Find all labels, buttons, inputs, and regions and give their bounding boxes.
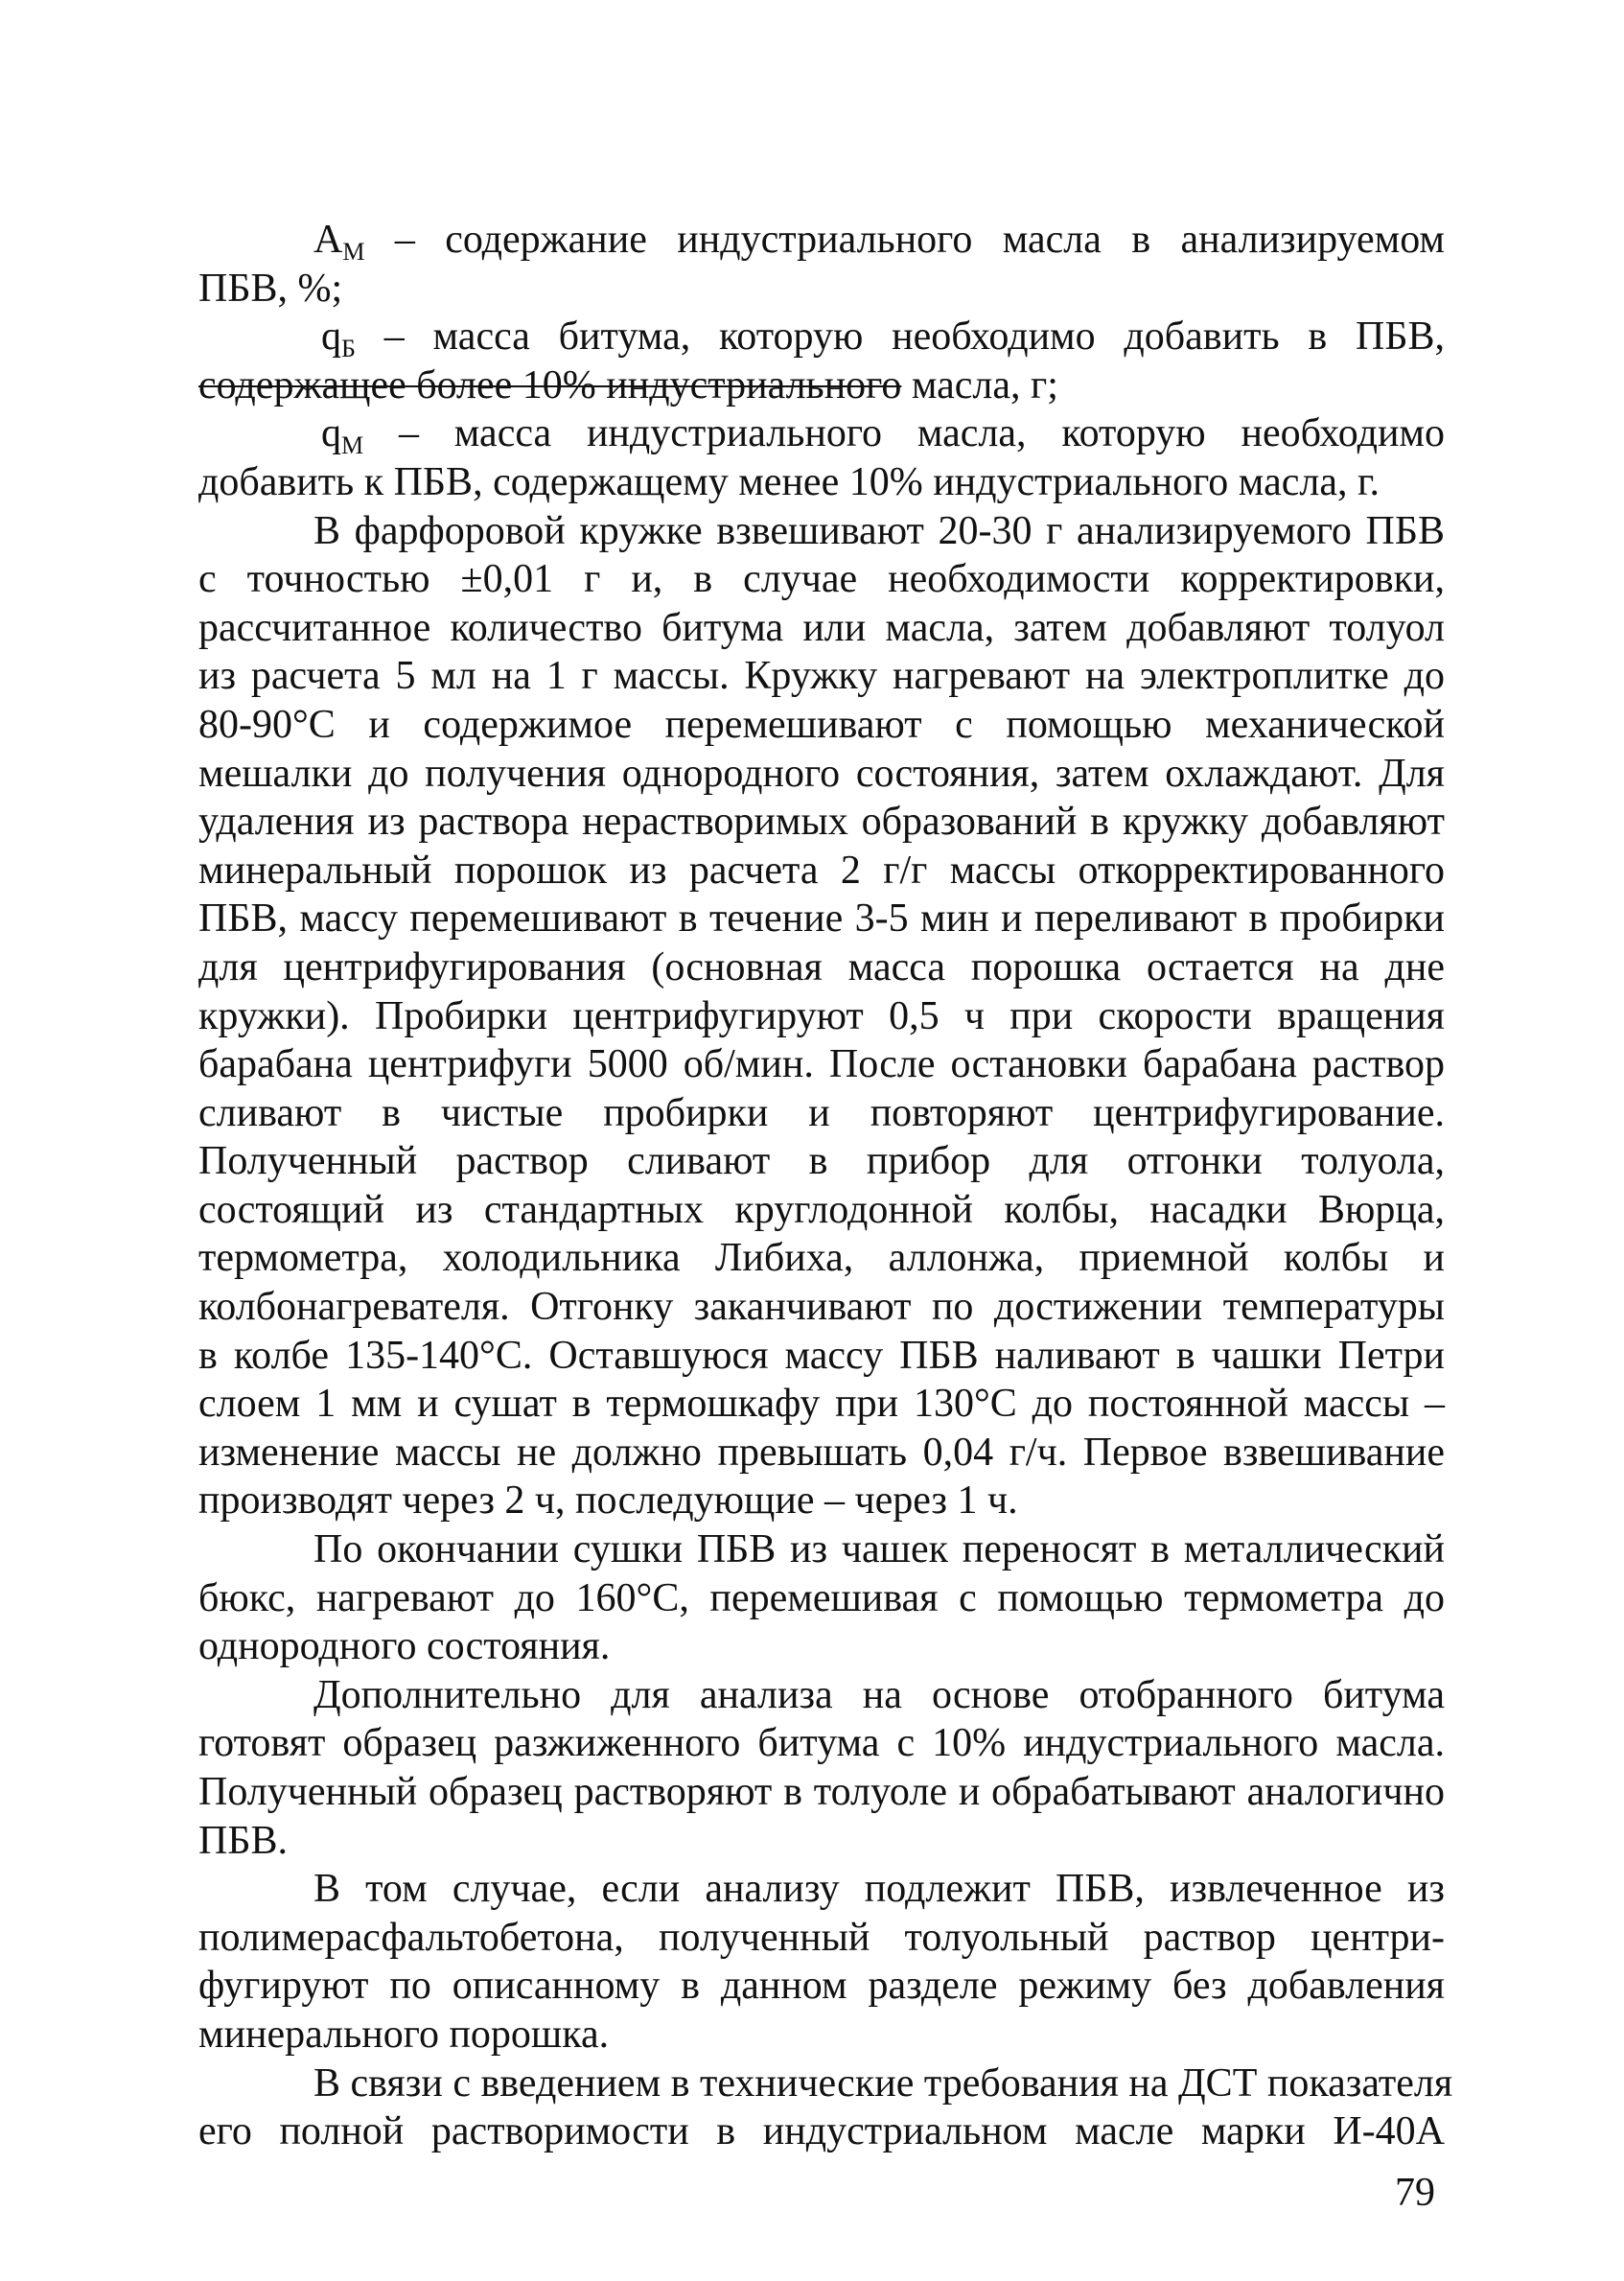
paragraph-line: По окончании сушки ПБВ из чашек переносят в металлический — [313, 1527, 1445, 1572]
paragraph-line: с точностью ±0,01 г и, в случае необходимости корректировки, — [198, 557, 1445, 602]
paragraph-line: 80-90°С и содержимое перемешивают с помощью механической — [198, 702, 1445, 747]
paragraph — [198, 2060, 1453, 2156]
paragraph-line: барабана центрифуги 5000 об/мин. После остановки барабана раствор — [198, 1042, 1445, 1087]
paragraph — [198, 1525, 1445, 1671]
paragraph-line: однородного состояния. — [198, 1624, 611, 1669]
qb-symbol: q — [321, 314, 341, 360]
paragraph-line: В фарфоровой кружке взвешивают 20-30 г анализируемого ПБВ — [313, 508, 1445, 553]
paragraph-line: готовят образец разжиженного битума с 10% индустриального масла. — [198, 1721, 1445, 1766]
paragraph-line: в колбе 135-140°С. Оставшуюся массу ПБВ наливают в чашки Петри — [198, 1333, 1445, 1378]
paragraph-line: минеральный порошок из расчета 2 г/г массы откорректированного — [198, 848, 1445, 893]
paragraph-line: сливают в чистые пробирки и повторяют центрифугирование. — [198, 1090, 1445, 1135]
paragraph-line: Полученный раствор сливают в прибор для отгонки толуола, — [198, 1139, 1445, 1184]
paragraph — [198, 507, 1445, 1525]
paragraph-line: мешалки до получения однородного состояния, затем охлаждают. Для — [198, 751, 1445, 796]
qb-strikethrough-text: содержащее более 10% индустриального — [198, 362, 902, 407]
definition-qb-line-2 — [198, 361, 1445, 410]
paragraph-line: для центрифугирования (основная масса порошка остается на дне — [198, 944, 1445, 989]
paragraph-line: изменение массы не должно превышать 0,04 г/ч. Первое взвешивание — [198, 1430, 1445, 1475]
definition-qb-line-1 — [198, 313, 1445, 361]
am-subscript: М — [342, 238, 365, 266]
qb-text: – масса битума, которую необходимо добавить в ПБВ, — [355, 314, 1445, 360]
paragraph-line: кружки). Пробирки центрифугируют 0,5 ч при скорости вращения — [198, 993, 1445, 1038]
definition-am — [198, 216, 1445, 313]
paragraph-line: производят через 2 ч, последующие – через 1 ч. — [198, 1478, 1018, 1524]
qb-text-end: масла, г; — [901, 362, 1058, 407]
paragraph-line: из расчета 5 мл на 1 г массы. Кружку нагревают на электроплитке до — [198, 654, 1445, 699]
paragraph-line: термометра, холодильника Либиха, аллонжа, приемной колбы и — [198, 1236, 1445, 1281]
qm-text: – масса индустриального масла, которую необходимо — [363, 411, 1445, 456]
paragraph-line: колбонагревателя. Отгонку заканчивают по достижении температуры — [198, 1285, 1445, 1330]
paragraph-line: полимерасфальтобетона, полученный толуольный раствор центри- — [198, 1915, 1445, 1960]
page-number: 79 — [1395, 2171, 1435, 2215]
paragraph — [198, 1865, 1445, 2059]
qm-subscript: М — [341, 431, 364, 460]
paragraph-line: ПБВ, массу перемешивают в течение 3-5 мин и переливают в пробирки — [198, 896, 1445, 942]
paragraph-line: Полученный образец растворяют в толуоле и обрабатывают аналогично — [198, 1770, 1445, 1814]
definition-qm-line-1 — [198, 409, 1445, 458]
paragraph-line: фугируют по описанному в данном разделе режиму без добавления — [198, 1964, 1445, 2009]
paragraph-line: В том случае, если анализу подлежит ПБВ, извлеченное из — [313, 1867, 1445, 1912]
paragraph-line: Дополнительно для анализа на основе отобранного битума — [313, 1672, 1445, 1717]
paragraph-line: его полной растворимости в индустриальном масле марки И-40А — [198, 2109, 1445, 2154]
paragraph-line: удаления из раствора нерастворимых образований в кружку добавляют — [198, 800, 1445, 845]
paragraph-line: бюкс, нагревают до 160°С, перемешивая с помощью термометра до — [198, 1575, 1445, 1620]
paragraph-line: слоем 1 мм и сушат в термошкафу при 130°С до постоянной массы – — [198, 1382, 1445, 1427]
paragraph-line: ПБВ. — [198, 1818, 288, 1863]
qm-symbol: q — [321, 411, 341, 456]
paragraph-line: минерального порошка. — [198, 2012, 610, 2057]
paragraph-line: рассчитанное количество битума или масла, затем добавляют толуол — [198, 605, 1445, 650]
definition-qb — [198, 313, 1445, 409]
paragraph-line: состоящий из стандартных круглодонной колбы, насадки Вюрца, — [198, 1187, 1445, 1232]
paragraph-line: В связи с введением в технические требования на ДСТ показателя — [313, 2060, 1453, 2106]
body-paragraphs — [198, 507, 1453, 2156]
definition-qm — [198, 409, 1445, 506]
am-text: – содержание индустриального масла в анализируемом — [364, 218, 1445, 262]
qb-subscript: Б — [341, 335, 356, 363]
am-symbol: А — [313, 218, 343, 262]
definition-am-line-1 — [198, 216, 1445, 265]
definition-qm-line-2: добавить к ПБВ, содержащему менее 10% индустриального масла, г. — [198, 459, 1380, 504]
document-page — [198, 216, 1453, 2156]
paragraph — [198, 1671, 1445, 1865]
definition-am-line-2: ПБВ, %; — [198, 266, 343, 311]
